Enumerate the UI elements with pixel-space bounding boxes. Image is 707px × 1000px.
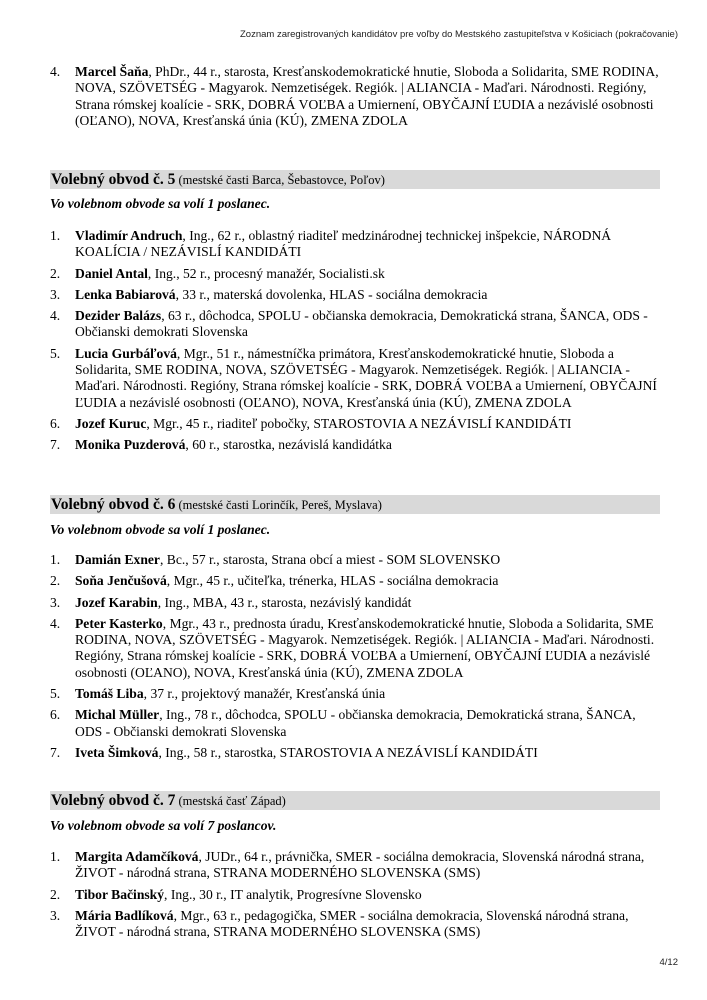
candidate-number: 6. [50,415,61,431]
candidate-name: Vladimír Andruch [75,228,183,243]
candidate-name: Soňa Jenčušová [75,573,167,589]
candidate-item [50,707,660,740]
candidate-item [50,595,660,611]
candidate-item [50,266,660,282]
candidate-details: , 63 r., dôchodca, SPOLU - občianska demokracia, Demokratická strana, ŠANCA, ODS - Občianski demokrati Slovenska [75,308,648,340]
candidate-number: 3. [50,286,61,302]
candidate-number: 1. [50,849,61,864]
candidate-list [50,552,660,766]
candidate-item [50,887,660,903]
candidate-item [50,849,660,882]
candidate-item [50,228,660,261]
candidate-details: , 60 r., starostka, nezávislá kandidátka [185,437,392,453]
candidate-item [50,552,660,568]
candidate-details: , PhDr., 44 r., starosta, Kresťanskodemokratické hnutie, Sloboda a Solidarita, SME RODINA, NOVA, SZÖVETSÉG - Magyarok. Nemzetiségek. Regiók. | ALIANCIA - Maďari. Národnosti. Regióny, Strana rómskej koalície - SRK, DOBRÁ VOĽBA a Umiernení, OBYČAJNÍ ĽUDIA a nezávislé osobnosti (OĽANO), NOVA, Kresťanská únia (KÚ), ZMENA ZDOLA [75,64,659,128]
candidate-details: , 37 r., projektový manažér, Kresťanská únia [143,686,386,702]
candidate-number: 3. [50,594,61,610]
candidate-number: 5. [50,686,61,702]
candidate-number: 5. [50,345,61,361]
candidate-details: , Ing., 30 r., IT analytik, Progresívne Slovensko [164,886,422,902]
candidate-item [50,573,660,589]
section-note: Vo volebnom obvode sa volí 1 poslanec. [50,196,271,211]
candidate-name: Damián Exner [75,552,160,567]
candidate-item [50,308,660,341]
candidate-details: , Ing., MBA, 43 r., starosta, nezávislý kandidát [157,594,412,610]
section-note: Vo volebnom obvode sa volí 7 poslancov. [50,818,277,833]
candidate-details: , Ing., 58 r., starostka, STAROSTOVIA A NEZÁVISLÍ KANDIDÁTI [158,744,538,760]
candidate-number: 3. [50,907,61,923]
candidate-details: , Ing., 52 r., procesný manažér, Socialisti.sk [147,265,385,281]
prev-candidate-list [50,64,660,134]
candidate-list [50,228,660,459]
page-number: 4/12 [659,957,678,968]
candidate-details: , JUDr., 64 r., právnička, SMER - sociálna demokracia, Slovenská národná strana, ŽIVOT - národná strana, STRANA MODERNÉHO SLOVENSKA (SMS) [75,849,645,881]
candidate-name: Jozef Kuruc [75,415,147,431]
section-subtitle: (mestské časti Barca, Šebastovce, Poľov) [175,173,385,187]
candidate-name: Daniel Antal [75,265,148,281]
candidate-item [50,437,660,453]
candidate-name: Tibor Bačinský [75,886,165,902]
section-header [50,170,660,189]
candidate-number: 7. [50,744,61,760]
candidate-details: , Ing., 78 r., dôchodca, SPOLU - občianska demokracia, Demokratická strana, ŠANCA, ODS - Občianski demokrati Slovenska [75,707,636,739]
candidate-details: , Mgr., 45 r., riaditeľ pobočky, STAROSTOVIA A NEZÁVISLÍ KANDIDÁTI [146,415,572,431]
candidate-list [50,849,660,945]
candidate-name: Lenka Babiarová [75,286,176,302]
candidate-number: 2. [50,886,61,902]
candidate-details: , Mgr., 45 r., učiteľka, trénerka, HLAS - sociálna demokracia [166,573,499,589]
candidate-details: , Mgr., 43 r., prednosta úradu, Kresťanskodemokratické hnutie, Sloboda a Solidarita, SME RODINA, NOVA, SZÖVETSÉG - Magyarok. Nemzetiségek. Regiók. | ALIANCIA - Maďari. Národnosti. Regióny, Strana rómskej koalície - SRK, DOBRÁ VOĽBA a Umiernení, OBYČAJNÍ ĽUDIA a nezávislé osobnosti (OĽANO), NOVA, Kresťanská únia (KÚ), ZMENA ZDOLA [75,615,655,680]
section-subtitle: (mestské časti Lorinčík, Pereš, Myslava) [175,498,382,512]
candidate-number: 2. [50,573,61,589]
candidate-item [50,616,660,681]
candidate-number: 2. [50,265,61,281]
candidate-details: , Mgr., 63 r., pedagogička, SMER - sociálna demokracia, Slovenská národná strana, ŽIVOT - národná strana, STRANA MODERNÉHO SLOVENSKA (SMS) [75,907,629,940]
candidate-item [50,346,660,411]
candidate-item [50,686,660,702]
candidate-name: Marcel Šaňa [75,64,149,79]
candidate-number: 4. [50,64,61,79]
candidate-name: Dezider Balázs [75,308,162,324]
page-header: Zoznam zaregistrovaných kandidátov pre voľby do Mestského zastupiteľstva v Košiciach (pokračovanie) [239,29,678,40]
candidate-name: Mária Badlíková [75,907,174,923]
section-title: Volebný obvod č. 7 [51,792,176,809]
candidate-details: , 33 r., materská dovolenka, HLAS - sociálna demokracia [175,286,488,302]
candidate-name: Peter Kasterko [75,615,163,631]
candidate-number: 4. [50,615,61,631]
candidate-details: , Mgr., 51 r., námestníčka primátora, Kresťanskodemokratické hnutie, Sloboda a Solidarita, SME RODINA, NOVA, SZÖVETSÉG - Magyarok. Nemzetiségek. Regiók. | ALIANCIA - Maďari. Národnosti. Regióny, Strana rómskej koalície - SRK, DOBRÁ VOĽBA a Umiernení, OBYČAJNÍ ĽUDIA a nezávislé osobnosti (OĽANO), NOVA, Kresťanská únia (KÚ), ZMENA ZDOLA [75,345,657,410]
candidate-name: Lucia Gurbáľová [75,345,177,361]
candidate-name: Michal Müller [75,707,160,723]
candidate-item [50,64,660,129]
candidate-name: Tomáš Liba [75,686,144,702]
candidate-name: Monika Puzderová [75,437,186,453]
candidate-name: Jozef Karabin [75,594,158,610]
candidate-number: 1. [50,552,61,567]
section-title: Volebný obvod č. 6 [51,496,176,513]
candidate-details: , Ing., 62 r., oblastný riaditeľ medzinárodnej technickej inšpekcie, NÁRODNÁ KOALÍCIA / NEZÁVISLÍ KANDIDÁTI [75,228,612,260]
section-header [50,791,660,810]
candidate-number: 1. [50,228,61,243]
candidate-item [50,287,660,303]
candidate-details: , Bc., 57 r., starosta, Strana obcí a miest - SOM SLOVENSKO [159,552,501,567]
candidate-item [50,745,660,761]
section-subtitle: (mestská časť Západ) [175,794,286,808]
candidate-number: 6. [50,707,61,723]
candidate-number: 4. [50,308,61,324]
candidate-name: Margita Adamčíková [75,849,199,864]
section-header [50,495,660,514]
candidate-item [50,416,660,432]
candidate-name: Iveta Šimková [75,744,159,760]
section-title: Volebný obvod č. 5 [51,171,176,188]
candidate-item [50,908,660,941]
section-note: Vo volebnom obvode sa volí 1 poslanec. [50,522,271,537]
candidate-number: 7. [50,437,61,453]
